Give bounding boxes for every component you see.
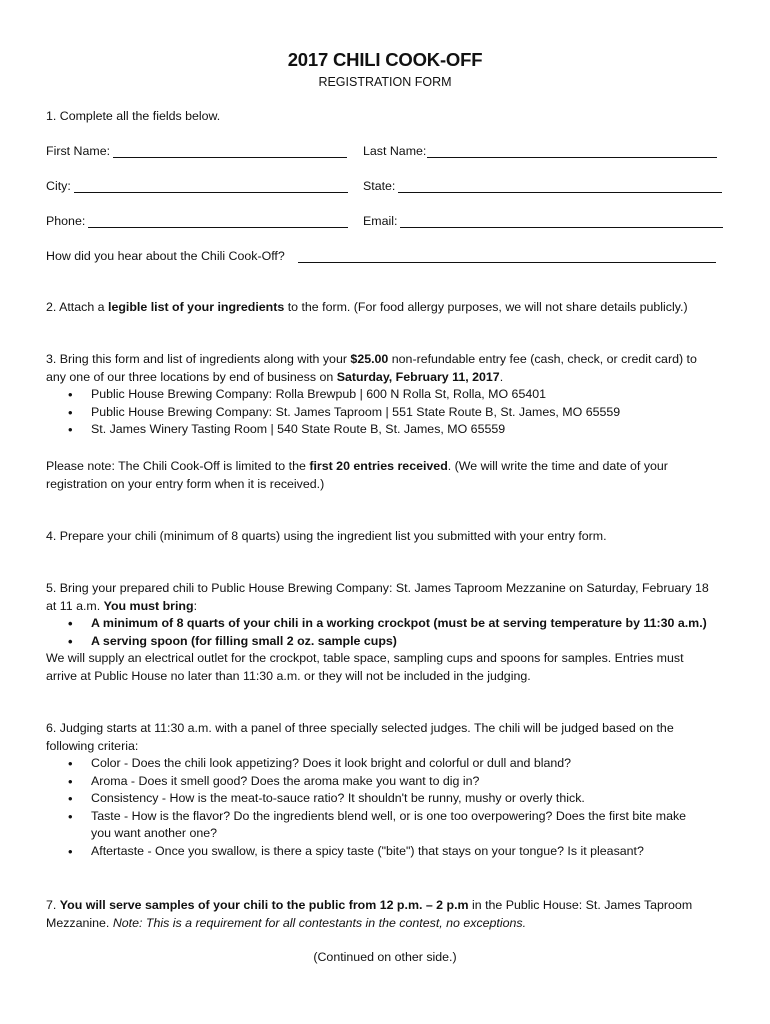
email-label: Email: — [363, 214, 398, 228]
step6-line2: following criteria: — [46, 738, 139, 753]
state-label: State: — [363, 179, 396, 193]
step5-line2-post: : — [193, 598, 198, 613]
step2-text — [46, 299, 726, 317]
entry-fee: $25.00 — [350, 352, 389, 366]
must-bring-label: You must bring — [103, 598, 194, 613]
criteria-item: • Aftertaste - Once you swallow, is there a spicy taste ("bite") that stays on your tongue? Is it pleasant? — [46, 843, 726, 861]
criteria-item: • Aroma - Does it smell good? Does the aroma make you want to dig in? — [46, 773, 726, 791]
criteria-item: • Color - Does the chili look appetizing? Does it look bright and colorful or dull and bland? — [46, 755, 726, 773]
note-line2: registration on your entry form when it is received.) — [46, 476, 325, 491]
note-post: . (We will write the time and date of your — [447, 459, 668, 473]
step4-text: 4. Prepare your chili (minimum of 8 quarts) using the ingredient list you submitted with your entry form. — [46, 529, 607, 543]
locations-list — [46, 386, 726, 439]
location-item: • Public House Brewing Company: St. James Taproom | 551 State Route B, St. James, MO 65559 — [46, 404, 726, 422]
step2-pre: 2. Attach a — [46, 300, 108, 314]
step3-line2-pre: any one of our three locations by end of business on — [46, 369, 337, 384]
criteria-taste-line1: • Taste - How is the flavor? Do the ingredients blend well, or is one too overpowering? Does the first bite make — [91, 808, 687, 823]
last-name-label: Last Name: — [363, 144, 427, 158]
first-name-field[interactable] — [113, 157, 347, 158]
step5-line2 — [46, 598, 726, 616]
city-field[interactable] — [74, 192, 348, 193]
criteria-taste-line2: you want another one? — [91, 826, 218, 840]
step3-line1 — [46, 351, 726, 369]
step3-line2-post: . — [499, 369, 504, 384]
judging-criteria-list — [46, 755, 726, 860]
last-name-field[interactable] — [427, 157, 717, 158]
state-field[interactable] — [398, 192, 722, 193]
step5-line1: 5. Bring your prepared chili to Public House Brewing Company: St. James Taproom Mezzanine on Saturday, February 18 — [46, 581, 709, 595]
entry-limit: first 20 entries received — [309, 459, 448, 473]
supply-line2: arrive at Public House no later than 11:30 a.m. or they will not be included in the judging. — [46, 668, 531, 683]
registration-deadline: Saturday, February 11, 2017 — [336, 369, 500, 384]
step7-line2 — [46, 915, 726, 933]
entry-limit-note — [46, 458, 726, 493]
step3-mid: non-refundable entry fee (cash, check, or credit card) to — [388, 352, 697, 366]
step7-line2-pre: Mezzanine. — [46, 915, 113, 930]
step7-line1 — [46, 897, 726, 915]
note-line1 — [46, 458, 726, 476]
email-field[interactable] — [400, 227, 723, 228]
criteria-item: • Consistency - How is the meat-to-sauce ratio? It shouldn't be runny, mushy or overly thick. — [46, 790, 726, 808]
heard-about-field[interactable] — [298, 262, 716, 263]
step5-block — [46, 580, 726, 685]
step7-post: in the Public House: St. James Taproom — [468, 898, 693, 912]
step7-block — [46, 897, 726, 932]
form-title: 2017 CHILI COOK-OFF — [287, 49, 483, 70]
criteria-item — [46, 808, 726, 843]
phone-field[interactable] — [88, 227, 348, 228]
continued-note: (Continued on other side.) — [313, 950, 457, 964]
heard-about-label: How did you hear about the Chili Cook-Off? — [46, 249, 285, 263]
city-label: City: — [46, 179, 71, 193]
step2-post: to the form. (For food allergy purposes, we will not share details publicly.) — [284, 300, 688, 314]
step2-ingredients-emphasis: legible list of your ingredients — [108, 300, 285, 314]
step3-pre: 3. Bring this form and list of ingredients along with your — [46, 352, 351, 366]
serving-time-emphasis: You will serve samples of your chili to the public from 12 p.m. – 2 p.m — [59, 898, 469, 912]
step7-pre: 7. — [46, 898, 60, 912]
supply-line1: We will supply an electrical outlet for the crockpot, table space, sampling cups and spoons for samples. Entries must — [46, 651, 684, 665]
phone-label: Phone: — [46, 214, 86, 228]
location-item: • St. James Winery Tasting Room | 540 State Route B, St. James, MO 65559 — [46, 421, 726, 439]
must-bring-item: • A serving spoon (for filling small 2 oz. sample cups) — [46, 633, 726, 651]
step1-instruction: 1. Complete all the fields below. — [46, 109, 221, 123]
step6-line1: 6. Judging starts at 11:30 a.m. with a panel of three specially selected judges. The chili will be judged based on the — [46, 721, 674, 735]
form-subtitle: REGISTRATION FORM — [318, 75, 452, 89]
must-bring-item: • A minimum of 8 quarts of your chili in a working crockpot (must be at serving temperature by 11:30 a.m.) — [46, 615, 726, 633]
step6-block — [46, 720, 726, 860]
first-name-label: First Name: — [46, 144, 111, 158]
step5-line2-pre: at 11 a.m. — [46, 598, 104, 613]
step3-line2 — [46, 369, 726, 387]
requirement-note: Note: This is a requirement for all contestants in the contest, no exceptions. — [112, 915, 527, 930]
must-bring-list — [46, 615, 726, 650]
step3-block — [46, 351, 726, 439]
location-item: • Public House Brewing Company: Rolla Brewpub | 600 N Rolla St, Rolla, MO 65401 — [46, 386, 726, 404]
note-pre: Please note: The Chili Cook-Off is limited to the — [46, 459, 310, 473]
